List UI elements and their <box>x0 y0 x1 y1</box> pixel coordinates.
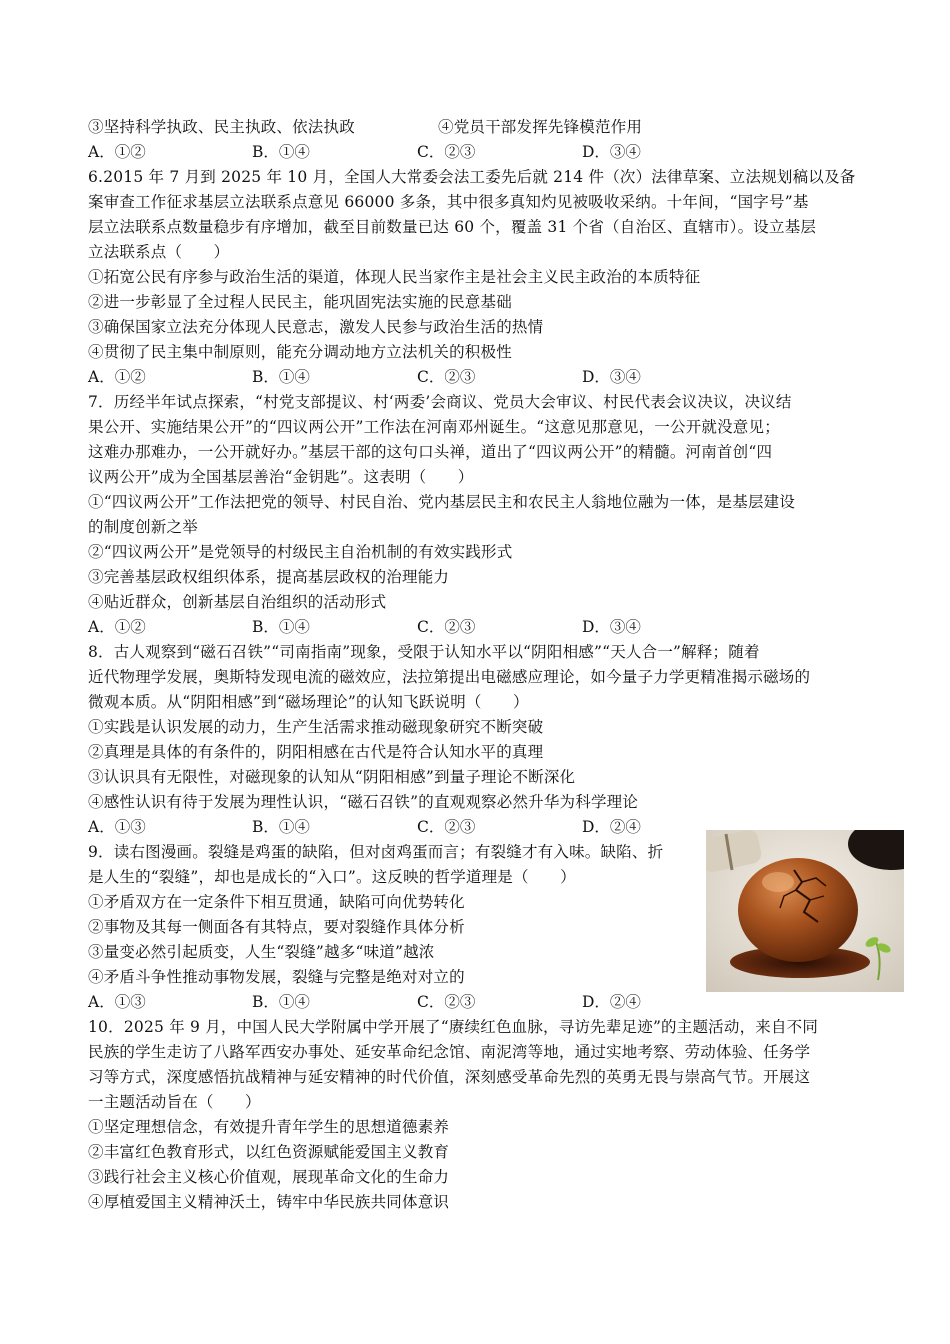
q5-option-d[interactable]: D．③④ <box>582 143 641 161</box>
q8-stem-line: 近代物理学发展，奥斯特发现电流的磁效应，法拉第提出电磁感应理论，如今量子力学更精准揭示磁场的 <box>88 668 811 686</box>
q6-option-d[interactable]: D．③④ <box>582 368 641 386</box>
q8-statement: ③认识具有无限性，对磁现象的认知从“阴阳相感”到量子理论不断深化 <box>88 768 576 786</box>
q6-stem-line: 6.2015 年 7 月到 2025 年 10 月，全国人大常委会法工委先后就 214 件（次）法律草案、立法规划稿以及备 <box>88 168 856 186</box>
q8-statement: ④感性认识有待于发展为理性认识，“磁石召铁”的直观观察必然升华为科学理论 <box>88 793 639 811</box>
q7-stem-line: 果公开、实施结果公开”的“四议两公开”工作法在河南邓州诞生。“这意见那意见，一公开就没意见； <box>88 418 780 436</box>
q6-option-c[interactable]: C．②③ <box>417 368 476 386</box>
q8-statement: ②真理是具体的有条件的，阴阳相感在古代是符合认知水平的真理 <box>88 743 544 761</box>
q9-statement: ④矛盾斗争性推动事物发展，裂缝与完整是绝对对立的 <box>88 968 465 986</box>
q8-statement: ①实践是认识发展的动力，生产生活需求推动磁现象研究不断突破 <box>88 718 544 736</box>
q7-statement: ②“四议两公开”是党领导的村级民主自治机制的有效实践形式 <box>88 543 513 561</box>
q8-option-c[interactable]: C．②③ <box>417 818 476 836</box>
q9-option-b[interactable]: B．①④ <box>252 993 310 1011</box>
q9-statement: ②事物及其每一侧面各有其特点，要对裂缝作具体分析 <box>88 918 465 936</box>
q7-statement: 的制度创新之举 <box>88 518 198 536</box>
q10-stem-line: 一主题活动旨在（ ） <box>88 1093 261 1111</box>
braised-egg-image <box>706 830 904 992</box>
q10-stem-line: 10．2025 年 9 月，中国人民大学附属中学开展了“赓续红色血脉，寻访先辈足迹”的主题活动，来自不同 <box>88 1018 819 1036</box>
q7-statement: ③完善基层政权组织体系，提高基层政权的治理能力 <box>88 568 450 586</box>
q5-option-c[interactable]: C．②③ <box>417 143 476 161</box>
q5-option-a[interactable]: A．①② <box>88 143 146 161</box>
q6-statement: ④贯彻了民主集中制原则，能充分调动地方立法机关的积极性 <box>88 343 512 361</box>
q6-statement: ①拓宽公民有序参与政治生活的渠道，体现人民当家作主是社会主义民主政治的本质特征 <box>88 268 701 286</box>
q7-stem-line: 这难办那难办，一公开就好办。”基层干部的这句口头禅，道出了“四议两公开”的精髓。河南首创“四 <box>88 443 773 461</box>
q6-stem-line: 层立法联系点数量稳步有序增加，截至目前数量已达 60 个，覆盖 31 个省（自治区、直辖市）。设立基层 <box>88 218 817 236</box>
q9-option-a[interactable]: A．①③ <box>88 993 146 1011</box>
braised-egg-illustration <box>706 830 904 992</box>
q8-option-b[interactable]: B．①④ <box>252 818 310 836</box>
q9-statement: ①矛盾双方在一定条件下相互贯通，缺陷可向优势转化 <box>88 893 465 911</box>
q9-option-c[interactable]: C．②③ <box>417 993 476 1011</box>
q10-statement: ③践行社会主义核心价值观，展现革命文化的生命力 <box>88 1168 450 1186</box>
q6-option-b[interactable]: B．①④ <box>252 368 310 386</box>
q6-statement: ②进一步彰显了全过程人民民主，能巩固宪法实施的民意基础 <box>88 293 512 311</box>
q9-stem-line: 9．读右图漫画。裂缝是鸡蛋的缺陷，但对卤鸡蛋而言；有裂缝才有入味。缺陷、折 <box>88 843 664 861</box>
q7-option-b[interactable]: B．①④ <box>252 618 310 636</box>
q8-stem-line: 8．古人观察到“磁石召铁”“司南指南”现象，受限于认知水平以“阴阳相感”“天人合一”解释；随着 <box>88 643 760 661</box>
q6-statement: ③确保国家立法充分体现人民意志，激发人民参与政治生活的热情 <box>88 318 544 336</box>
q7-option-a[interactable]: A．①② <box>88 618 146 636</box>
q7-statement: ④贴近群众，创新基层自治组织的活动形式 <box>88 593 387 611</box>
q10-stem-line: 民族的学生走访了八路军西安办事处、延安革命纪念馆、南泥湾等地，通过实地考察、劳动体验、任务学 <box>88 1043 811 1061</box>
q10-statement: ②丰富红色教育形式，以红色资源赋能爱国主义教育 <box>88 1143 450 1161</box>
q6-stem-line: 立法联系点（ ） <box>88 243 230 261</box>
q6-stem-line: 案审查工作征求基层立法联系点意见 66000 多条，其中很多真知灼见被吸收采纳。十年间，“国字号”基 <box>88 193 809 211</box>
q10-stem-line: 习等方式，深度感悟抗战精神与延安精神的时代价值，深刻感受革命先烈的英勇无畏与崇高气节。开展这 <box>88 1068 811 1086</box>
q5-option-b[interactable]: B．①④ <box>252 143 310 161</box>
q6-option-a[interactable]: A．①② <box>88 368 146 386</box>
q7-stem-line: 7．历经半年试点探索，“村党支部提议、村‘两委’会商议、党员大会审议、村民代表会议决议，决议结 <box>88 393 792 411</box>
q7-option-c[interactable]: C．②③ <box>417 618 476 636</box>
q8-option-a[interactable]: A．①③ <box>88 818 146 836</box>
q7-option-d[interactable]: D．③④ <box>582 618 641 636</box>
q8-stem-line: 微观本质。从“阴阳相感”到“磁场理论”的认知飞跃说明（ ） <box>88 693 529 711</box>
q9-stem-line: 是人生的“裂缝”，却也是成长的“入口”。这反映的哲学道理是（ ） <box>88 868 576 886</box>
q9-option-d[interactable]: D．②④ <box>582 993 641 1011</box>
q7-stem-line: 议两公开”成为全国基层善治“金钥匙”。这表明（ ） <box>88 468 474 486</box>
q10-statement: ④厚植爱国主义精神沃土，铸牢中华民族共同体意识 <box>88 1193 450 1211</box>
q5-statement-4: ④党员干部发挥先锋模范作用 <box>438 118 643 136</box>
q8-option-d[interactable]: D．②④ <box>582 818 641 836</box>
q10-statement: ①坚定理想信念，有效提升青年学生的思想道德素养 <box>88 1118 450 1136</box>
q9-statement: ③量变必然引起质变，人生“裂缝”越多“味道”越浓 <box>88 943 435 961</box>
q5-statement-3: ③坚持科学执政、民主执政、依法执政 <box>88 118 355 136</box>
q7-statement: ①“四议两公开”工作法把党的领导、村民自治、党内基层民主和农民主人翁地位融为一体，是基层建设 <box>88 493 796 511</box>
